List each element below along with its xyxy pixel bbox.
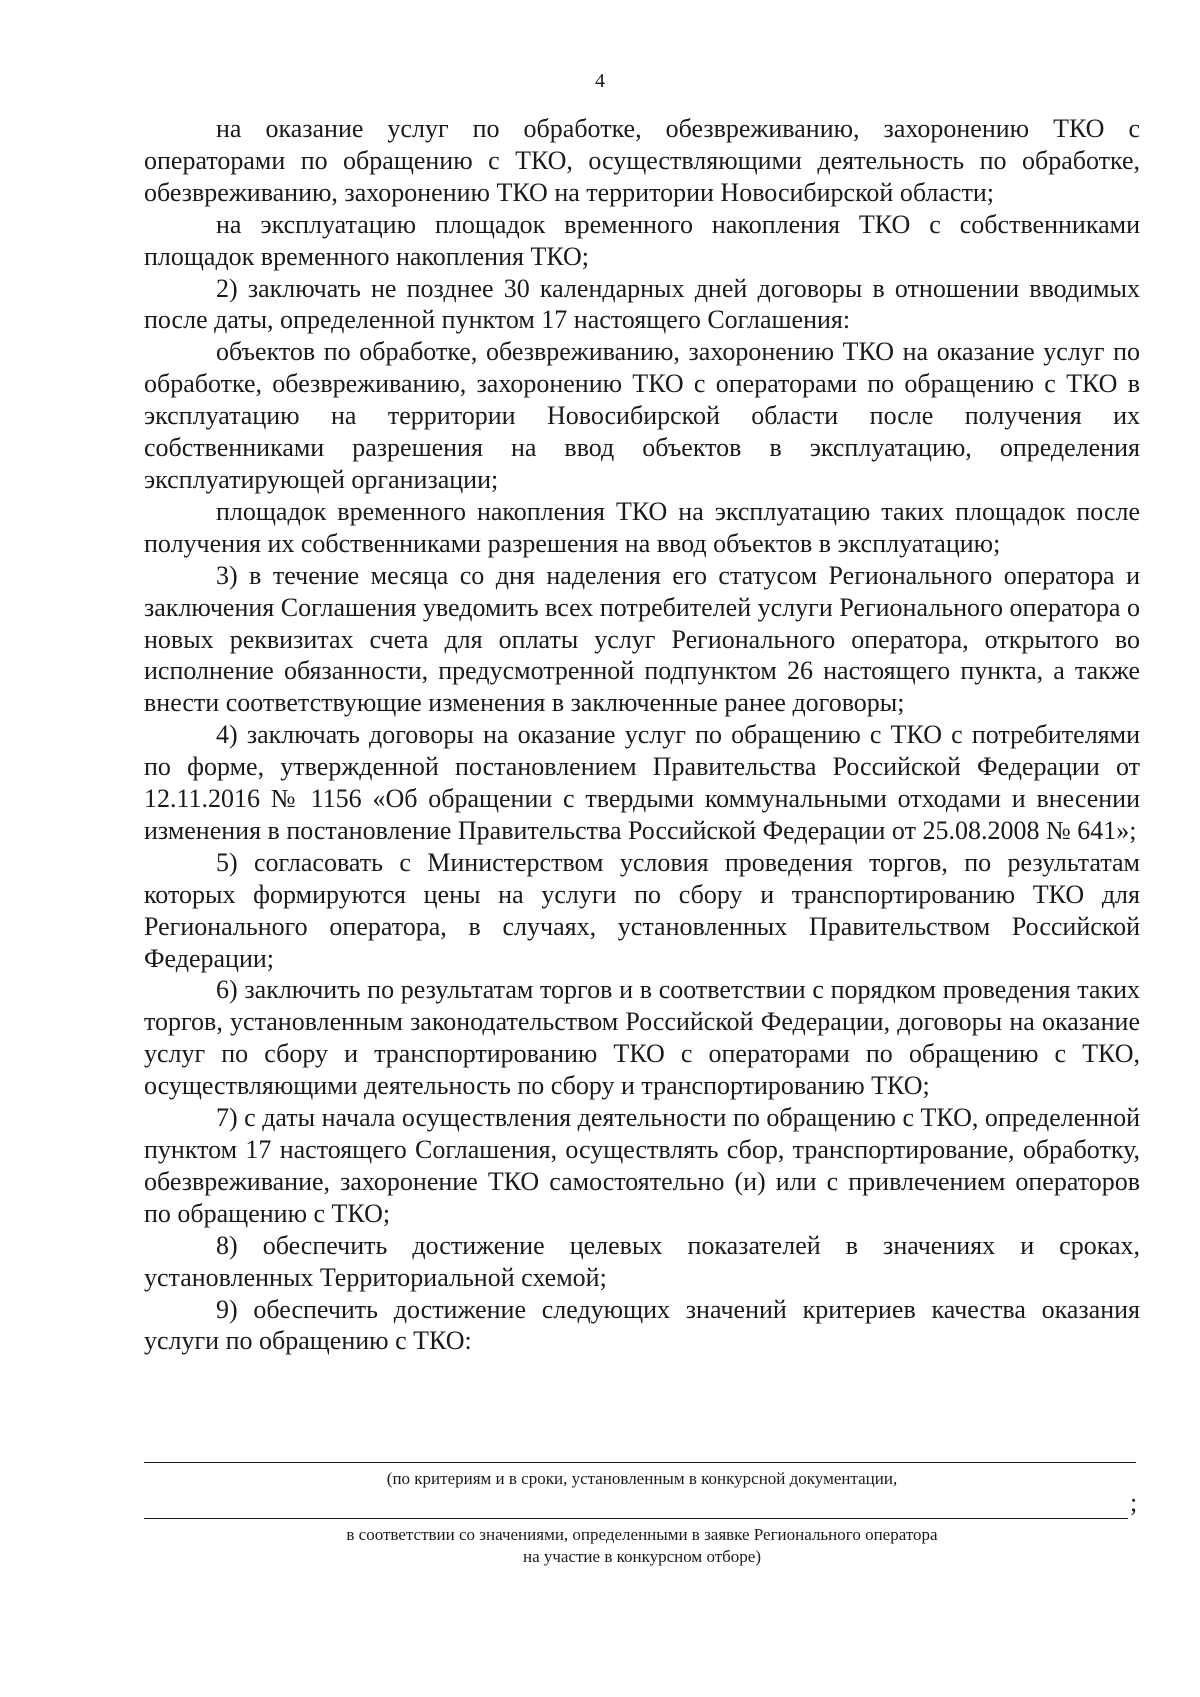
paragraph-item-3: 3) в течение месяца со дня наделения его статусом Регионального оператора и заключения Соглашения уведомить всех потребителей услуги Регионального оператора о новых реквизитах счета для оплаты услуг Регионального оператора, открытого во исполнение обязанности, предусмотренной подпунктом 26 настоящего пункта, а также внести соответствующие изменения в заключенные ранее договоры; [144, 560, 1140, 718]
paragraph-treatment-operators: на оказание услуг по обработке, обезвреживанию, захоронению ТКО с операторами по обращению с ТКО, осуществляющими деятельность по обработке, обезвреживанию, захоронению ТКО на территории Новосибирской области; [144, 114, 1140, 207]
fill-in-caption-1: (по критериям и в сроки, установленным в конкурсной документации, [386, 1469, 898, 1488]
fill-in-caption-2-line-2: на участие в конкурсном отборе) [522, 1547, 762, 1566]
paragraph-item-2: 2) заключать не позднее 30 календарных дней договоры в отношении вводимых после даты, определенной пунктом 17 настоящего Соглашения: [144, 273, 1140, 335]
paragraph-item-9: 9) обеспечить достижение следующих значений критериев качества оказания услуги по обращению с ТКО: [144, 1294, 1140, 1356]
paragraph-storage-sites: на эксплуатацию площадок временного накопления ТКО с собственниками площадок временного накопления ТКО; [144, 209, 1140, 271]
fill-in-line-2 [144, 1518, 1128, 1519]
document-body [144, 113, 1140, 1357]
fill-in-block [144, 1462, 1140, 1592]
fill-in-line-1 [144, 1462, 1136, 1463]
fill-in-semicolon: ; [1130, 1488, 1138, 1517]
page-number: 4 [595, 70, 605, 92]
paragraph-item-7: 7) с даты начала осуществления деятельности по обращению с ТКО, определенной пунктом 17 настоящего Соглашения, осуществлять сбор, транспортирование, обработку, обезвреживание, захоронение ТКО самостоятельно (и) или с привлечением операторов по обращению с ТКО; [144, 1103, 1140, 1228]
paragraph-item-4: 4) заключать договоры на оказание услуг по обращению с ТКО с потребителями по форме, утвержденной постановлением Правительства Российской Федерации от 12.11.2016 № 1156 «Об обращении с твердыми коммунальными отходами и внесении изменения в постановление Правительства Российской Федерации от 25.08.2008 № 641»; [144, 720, 1140, 845]
paragraph-item-6: 6) заключить по результатам торгов и в соответствии с порядком проведения таких торгов, установленным законодательством Российской Федерации, договоры на оказание услуг по сбору и транспортированию ТКО с операторами по обращению с ТКО, осуществляющими деятельность по сбору и транспортированию ТКО; [144, 975, 1140, 1101]
paragraph-item-8: 8) обеспечить достижение целевых показателей в значениях и сроках, установленных Территориальной схемой; [144, 1230, 1140, 1292]
paragraph-item-2-sites: площадок временного накопления ТКО на эксплуатацию таких площадок после получения их собственниками разрешения на ввод объектов в эксплуатацию; [144, 496, 1140, 558]
paragraph-item-2-objects: объектов по обработке, обезвреживанию, захоронению ТКО на оказание услуг по обработке, обезвреживанию, захоронению ТКО с операторами по обращению с ТКО в эксплуатацию на территории Новосибирской области после получения их собственниками разрешения на ввод объектов в эксплуатацию, определения эксплуатирующей организации; [144, 337, 1140, 494]
fill-in-caption-2-line-1: в соответствии со значениями, определенными в заявке Регионального оператора [346, 1525, 938, 1544]
paragraph-item-5: 5) согласовать с Министерством условия проведения торгов, по результатам которых формируются цены на услуги по сбору и транспортированию ТКО для Регионального оператора, в случаях, установленных Правительством Российской Федерации; [144, 847, 1140, 973]
